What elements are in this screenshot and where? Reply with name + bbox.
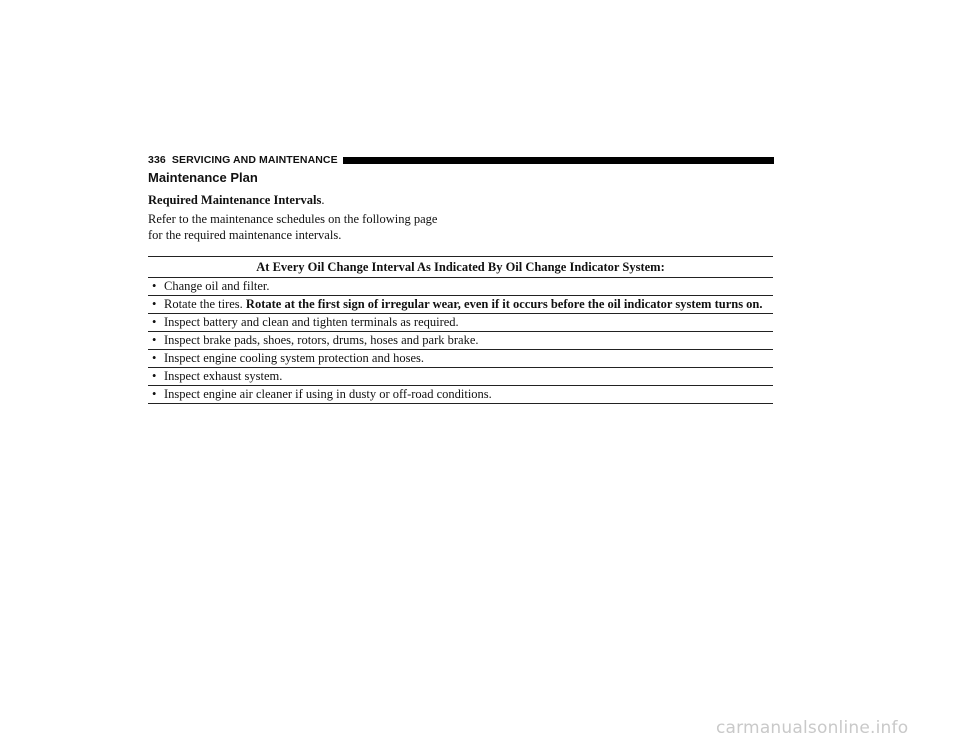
watermark: carmanualsonline.info	[716, 718, 909, 738]
bullet-icon: •	[152, 279, 157, 293]
intro-line-2: for the required maintenance intervals.	[148, 228, 342, 242]
row-text: Inspect engine air cleaner if using in dusty or off-road conditions.	[164, 387, 492, 401]
bullet-icon: •	[152, 315, 157, 329]
section-name: SERVICING AND MAINTENANCE	[171, 154, 338, 166]
table-row	[148, 332, 773, 350]
table-header: At Every Oil Change Interval As Indicated By Oil Change Indicator System:	[148, 257, 773, 278]
section-title: Maintenance Plan	[148, 170, 258, 185]
page-header	[148, 153, 774, 167]
table-row	[148, 314, 773, 332]
row-text: Inspect exhaust system.	[164, 369, 283, 383]
table-header-row	[148, 257, 773, 278]
intro-line-1: Refer to the maintenance schedules on the following page	[148, 212, 438, 226]
row-text: Inspect brake pads, shoes, rotors, drums, hoses and park brake.	[164, 333, 479, 347]
header-rule	[343, 157, 774, 164]
table-row	[148, 386, 773, 404]
intro-heading	[148, 193, 325, 208]
bullet-icon: •	[152, 369, 157, 383]
row-emphasis: Rotate at the first sign of irregular wear, even if it occurs before the oil indicator system turns on.	[245, 297, 763, 311]
row-text: Inspect engine cooling system protection and hoses.	[164, 351, 425, 365]
bullet-icon: •	[152, 351, 157, 365]
table-row	[148, 350, 773, 368]
bullet-icon: •	[152, 297, 157, 311]
intro-heading-suffix: .	[321, 193, 325, 207]
row-text: Change oil and filter.	[164, 279, 270, 293]
table-row	[148, 278, 773, 296]
bullet-icon: •	[152, 387, 157, 401]
row-text: Inspect battery and clean and tighten terminals as required.	[164, 315, 459, 329]
intro-heading-label: Required Maintenance Intervals	[148, 193, 322, 207]
page-number: 336	[148, 154, 166, 166]
running-header	[148, 154, 338, 166]
table-row	[148, 368, 773, 386]
table-row	[148, 296, 773, 314]
bullet-icon: •	[152, 333, 157, 347]
row-text: Rotate the tires.	[164, 297, 243, 311]
maintenance-table	[148, 256, 773, 404]
intro-paragraph	[148, 211, 468, 243]
